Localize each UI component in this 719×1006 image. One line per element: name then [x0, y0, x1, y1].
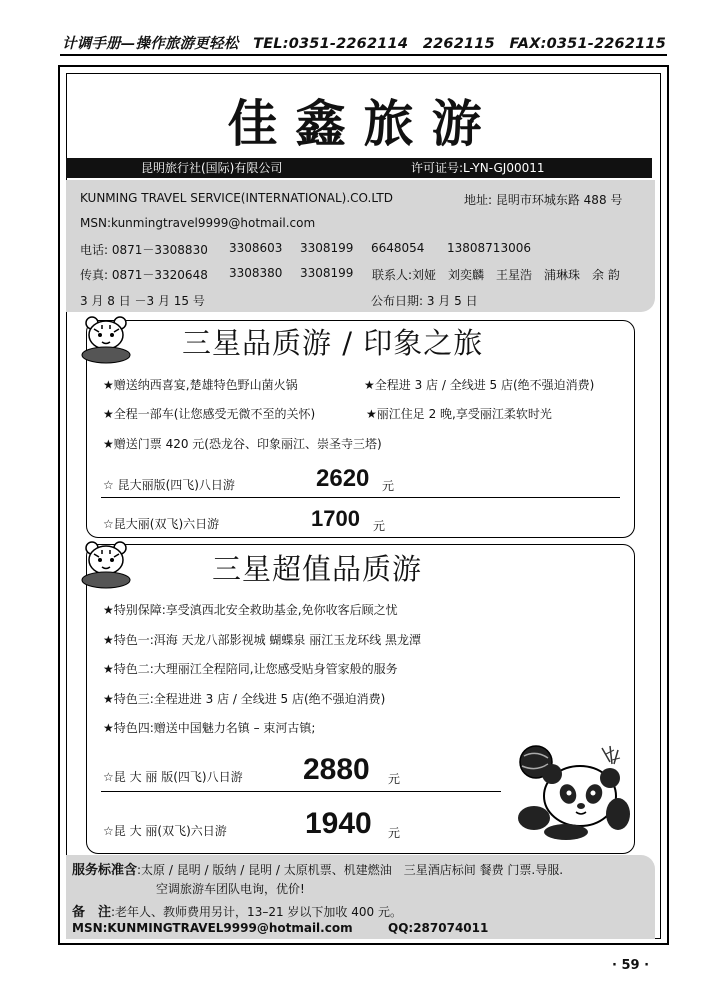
note-label: 备 注	[72, 905, 112, 920]
feature-item: ★特色二:大理丽江全程陪同,让您感受贴身管家般的服务	[103, 662, 398, 676]
price-unit: 元	[382, 479, 395, 493]
service-text-line2: 空调旅游车团队电询，优价!	[156, 882, 305, 896]
fax-label: 传真: 0871－3320648	[80, 268, 208, 282]
license-number: 许可证号:L-YN-GJ00011	[411, 161, 545, 175]
tiger-mascot-icon	[80, 538, 134, 590]
route-row	[103, 506, 403, 545]
company-name-en: KUNMING TRAVEL SERVICE(INTERNATIONAL).CO.LTD	[80, 191, 393, 205]
route-price: 1940	[305, 807, 372, 840]
company-name-cn: 昆明旅行社(国际)有限公司	[141, 161, 283, 175]
note-row	[72, 901, 402, 920]
footer-box	[66, 855, 655, 939]
route-row	[103, 753, 423, 801]
divider	[101, 791, 501, 792]
price-unit: 元	[388, 826, 401, 840]
feature-item: ★全程进 3 店 / 全线进 5 店(绝不强迫消费)	[364, 378, 595, 392]
feature-item: ★特色四:赠送中国魅力名镇 – 束河古镇;	[103, 721, 316, 735]
company-msn: MSN:kunmingtravel9999@hotmail.com	[80, 216, 316, 230]
panda-illustration-icon	[506, 738, 632, 842]
service-row	[72, 859, 563, 878]
route-name: ☆昆大丽(双飞)六日游	[103, 517, 220, 531]
phone-number: 13808713006	[447, 241, 531, 255]
tiger-mascot-icon	[80, 313, 134, 365]
phone-number: 3308603	[229, 241, 283, 255]
service-text: :太原 / 昆明 / 版纳 / 昆明 / 太原机票、机建燃油 三星酒店标间 餐费 门票.导服.	[137, 863, 564, 877]
company-bar	[66, 158, 652, 178]
section-2-title: 三星超值品质游	[212, 552, 423, 586]
feature-item: ★全程一部车(让您感受无微不至的关怀)	[103, 407, 316, 421]
note-text: :老年人、教师费用另计，13–21 岁以下加收 400 元。	[111, 905, 402, 919]
publish-date: 公布日期: 3 月 5 日	[371, 294, 478, 308]
service-label: 服务标准含	[72, 863, 138, 878]
footer-msn: MSN:KUNMINGTRAVEL9999@hotmail.com	[72, 921, 353, 935]
page-number: · 59 ·	[612, 958, 650, 973]
header-rule	[60, 54, 667, 56]
route-price: 1700	[311, 506, 360, 531]
footer-qq: QQ:287074011	[388, 921, 489, 935]
route-name: ☆昆 大 丽(双飞)六日游	[103, 824, 227, 838]
feature-item: ★赠送门票 420 元(恐龙谷、印象丽江、崇圣寺三塔)	[103, 437, 382, 451]
feature-item: ★特色一:洱海 天龙八部影视城 蝴蝶泉 丽江玉龙环线 黑龙潭	[103, 633, 422, 647]
brand-title: 佳鑫旅游	[227, 94, 500, 153]
route-price: 2880	[303, 753, 370, 786]
phone-label: 电话: 0871－3308830	[80, 243, 208, 257]
tour-section-1	[86, 320, 635, 538]
phone-number: 3308199	[300, 241, 354, 255]
divider	[101, 497, 620, 498]
section-1-title: 三星品质游 / 印象之旅	[182, 326, 484, 360]
contact-persons: 联系人:刘娅 刘奕麟 王星浩 浦琳珠 余 韵	[372, 268, 620, 282]
feature-item: ★特色三:全程进进 3 店 / 全线进 5 店(绝不强迫消费)	[103, 692, 386, 706]
phone-number: 6648054	[371, 241, 425, 255]
route-price: 2620	[316, 465, 370, 492]
feature-item: ★赠送纳西喜宴,楚雄特色野山菌火锅	[103, 378, 298, 392]
validity-dates: 3 月 8 日 －3 月 15 号	[80, 294, 205, 308]
price-unit: 元	[373, 519, 386, 533]
route-name: ☆昆 大 丽 版(四飞)八日游	[103, 770, 243, 784]
feature-item: ★丽江住足 2 晚,享受丽江柔软时光	[366, 407, 552, 421]
route-name: ☆ 昆大丽版(四飞)八日游	[103, 478, 235, 492]
company-address: 地址: 昆明市环城东路 488 号	[464, 193, 623, 207]
header-contact-line: 计调手册—操作旅游更轻松 TEL:0351-2262114 2262115 FAX:0351-2262115	[62, 36, 666, 52]
route-row	[103, 807, 423, 856]
fax-number: 3308380	[229, 266, 283, 280]
price-unit: 元	[388, 772, 401, 786]
fax-number: 3308199	[300, 266, 354, 280]
contact-box	[66, 180, 655, 312]
route-row	[103, 465, 403, 503]
feature-item: ★特别保障:享受滇西北安全救助基金,免你收客后顾之忧	[103, 603, 398, 617]
